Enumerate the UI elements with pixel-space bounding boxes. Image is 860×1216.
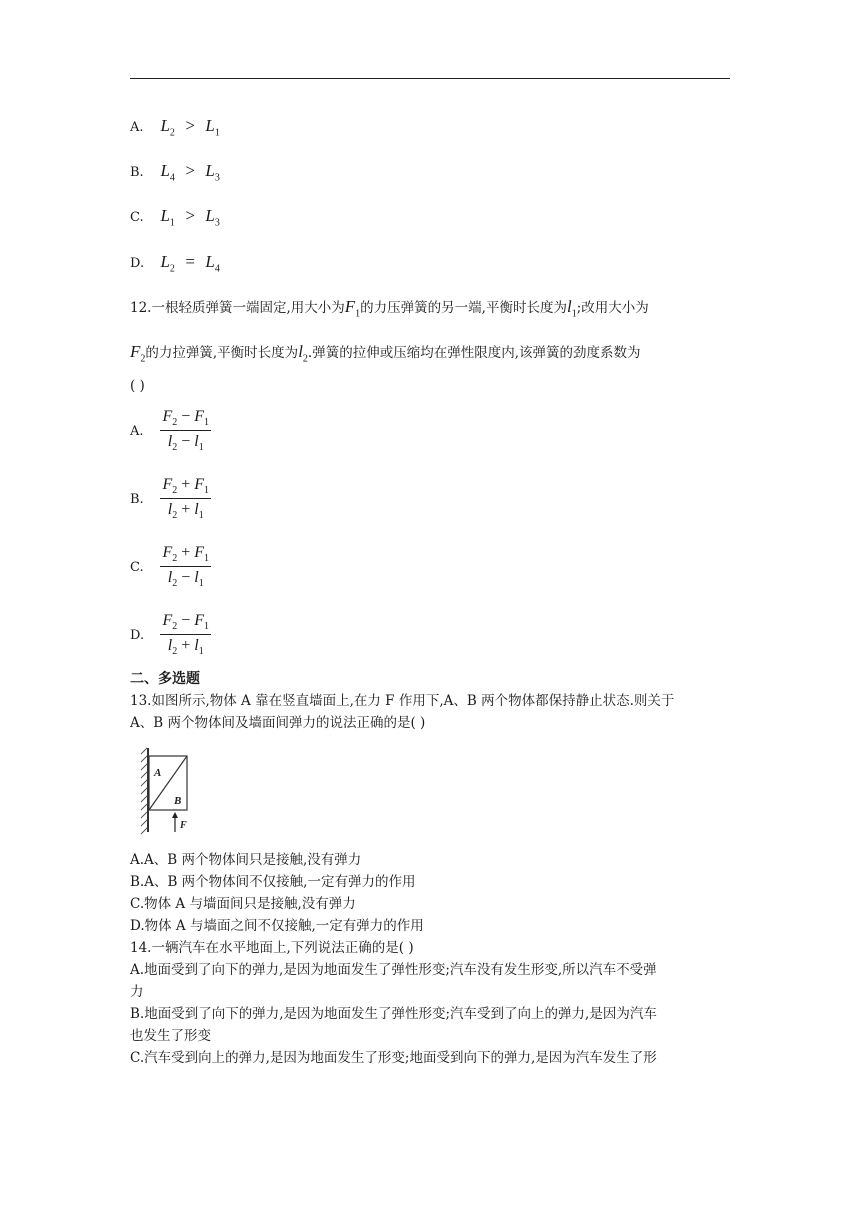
fraction: $\frac{F_2 + F_1}{l_2 - l_1}$ bbox=[162, 544, 210, 590]
fraction: $\frac{F_2 + F_1}{l_2 + l_1}$ bbox=[162, 476, 210, 522]
q14-option-a-cont: 力 bbox=[130, 984, 144, 1000]
section-heading: 二、多选题 bbox=[130, 671, 200, 687]
q12-stem-line1: 12.一根轻质弹簧一端固定,用大小为$F_1$的力压弹簧的另一端,平衡时长度为$l_1$;改用大小为 bbox=[130, 297, 649, 320]
q12-answer-paren: ( ) bbox=[130, 378, 145, 394]
q14-option-a: A.地面受到了向下的弹力,是因为地面发生了弹性形变;汽车没有发生形变,所以汽车不受弹 bbox=[130, 962, 657, 978]
q12-stem-line2: $F_2$的力拉弹簧,平衡时长度为$l_2$.弹簧的拉伸或压缩均在弹性限度内,该弹簧的劲度系数为 bbox=[130, 342, 641, 365]
q11-option-d: D. $L_2 = L_4$ bbox=[130, 252, 220, 275]
fraction: $\frac{F_2 - F_1}{l_2 - l_1}$ bbox=[162, 408, 210, 454]
figure-label-b: B bbox=[174, 795, 182, 807]
q14-option-b: B.地面受到了向下的弹力,是因为地面发生了弹性形变;汽车受到了向上的弹力,是因为汽车 bbox=[130, 1006, 657, 1022]
q14-option-b-cont: 也发生了形变 bbox=[130, 1028, 211, 1044]
q13-option-b: B.A、B 两个物体间不仅接触,一定有弹力的作用 bbox=[130, 874, 416, 890]
figure-label-f: F bbox=[180, 820, 187, 831]
q11-option-b: B. $L_4 > L_3$ bbox=[130, 161, 220, 184]
figure-label-a: A bbox=[154, 767, 162, 779]
fraction: $\frac{F_2 - F_1}{l_2 + l_1}$ bbox=[162, 612, 210, 658]
q14 bbox=[130, 937, 735, 1069]
q13-stem: 13.如图所示,物体 A 靠在竖直墙面上,在力 F 作用下,A、B 两个物体都保持静止状态.则关于 A、B 两个物体间及墙面间弹力的说法正确的是( ) bbox=[130, 693, 675, 731]
q14-option-c: C.汽车受到向上的弹力,是因为地面发生了形变;地面受到向下的弹力,是因为汽车发生了形 bbox=[130, 1050, 657, 1066]
q11-option-a: A. $L_2 > L_1$ bbox=[130, 116, 220, 139]
q12-option-a: A. $\frac{F_2 - F_1}{l_2 - l_1}$ bbox=[130, 408, 210, 454]
q13-option-d: D.物体 A 与墙面之间不仅接触,一定有弹力的作用 bbox=[130, 918, 424, 934]
q11-option-c: C. $L_1 > L_3$ bbox=[130, 206, 220, 229]
q12-option-c: C. $\frac{F_2 + F_1}{l_2 - l_1}$ bbox=[130, 544, 210, 590]
q12-option-b: B. $\frac{F_2 + F_1}{l_2 + l_1}$ bbox=[130, 476, 210, 522]
header-rule bbox=[130, 78, 730, 79]
q14-stem: 14.一辆汽车在水平地面上,下列说法正确的是( ) bbox=[130, 940, 414, 956]
q13-options bbox=[130, 849, 735, 937]
q12-option-d: D. $\frac{F_2 - F_1}{l_2 + l_1}$ bbox=[130, 612, 210, 658]
q13-figure bbox=[138, 746, 198, 836]
q13-option-a: A.A、B 两个物体间只是接触,没有弹力 bbox=[130, 852, 362, 868]
q13-option-c: C.物体 A 与墙面间只是接触,没有弹力 bbox=[130, 896, 356, 912]
